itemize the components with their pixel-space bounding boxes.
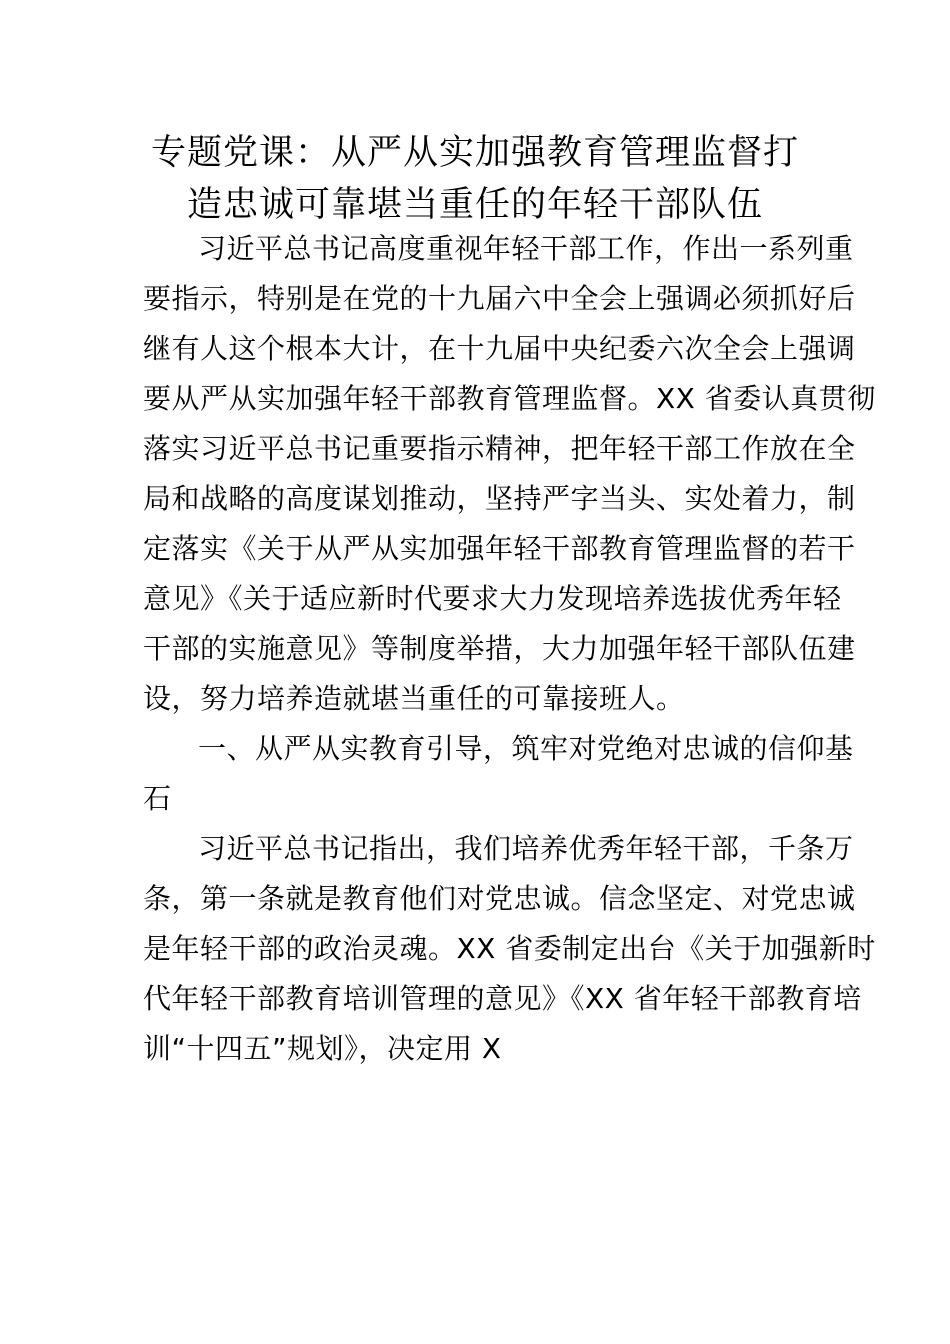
paragraph-1-line-7: 定落实《关于从严从实加强年轻干部教育管理监督的若干 (143, 532, 856, 565)
paragraph-1-line-8: 意见》《关于适应新时代要求大力发现培养选拔优秀年轻 (143, 582, 842, 615)
paragraph-2-line-5: 训“十四五”规划》，决定用 X (143, 1032, 502, 1065)
paragraph-1-line-3: 继有人这个根本大计，在十九届中央纪委六次全会上强调 (143, 332, 856, 365)
paragraph-1-line-5: 落实习近平总书记重要指示精神，把年轻干部工作放在全 (143, 432, 856, 465)
paragraph-1-line-4: 要从严从实加强年轻干部教育管理监督。XX 省委认真贯彻 (143, 382, 876, 415)
paragraph-2-line-4: 代年轻干部教育培训管理的意见》《XX 省年轻干部教育培 (143, 982, 862, 1015)
document-title-line-2: 造忠诚可靠堪当重任的年轻干部队伍 (186, 185, 763, 225)
paragraph-2-line-3: 是年轻干部的政治灵魂。XX 省委制定出台《关于加强新时 (143, 932, 876, 965)
paragraph-1-line-2: 要指示，特别是在党的十九届六中全会上强调必须抓好后 (143, 282, 856, 315)
paragraph-2-line-2: 条，第一条就是教育他们对党忠诚。信念坚定、对党忠诚 (143, 882, 856, 915)
document-title-line-1: 专题党课：从严从实加强教育管理监督打 (150, 133, 799, 173)
paragraph-1-line-10: 设，努力培养造就堪当重任的可靠接班人。 (143, 682, 685, 715)
section-heading-1-line-2: 石 (143, 782, 172, 815)
paragraph-1-line-9: 干部的实施意见》等制度举措，大力加强年轻干部队伍建 (143, 632, 856, 665)
section-heading-1-line-1: 一、从严从实教育引导，筑牢对党绝对忠诚的信仰基 (198, 732, 854, 765)
paragraph-1-line-6: 局和战略的高度谋划推动，坚持严字当头、实处着力，制 (143, 482, 856, 515)
paragraph-1-line-1: 习近平总书记高度重视年轻干部工作，作出一系列重 (198, 232, 854, 265)
paragraph-2-line-1: 习近平总书记指出，我们培养优秀年轻干部，千条万 (198, 832, 854, 865)
